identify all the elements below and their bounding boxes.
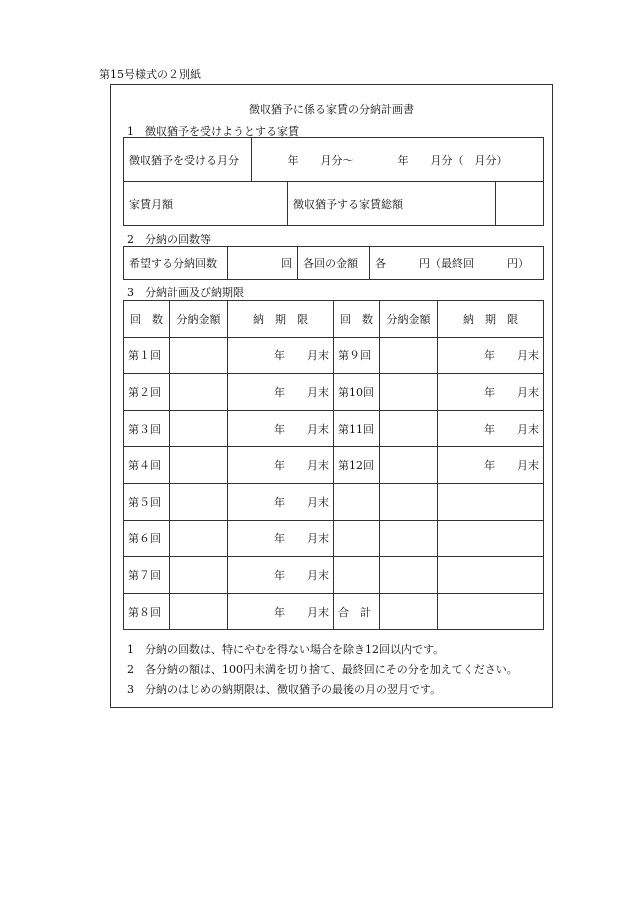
installment-number: 第４回 bbox=[124, 447, 170, 484]
rent-total-field[interactable] bbox=[496, 182, 544, 226]
amount-label: 各回の金額 bbox=[298, 247, 370, 280]
amount-field[interactable]: 各 円（最終回 円） bbox=[370, 247, 544, 280]
header-cell: 納 期 限 bbox=[228, 301, 334, 338]
table-row bbox=[124, 520, 544, 557]
total-label: 合 計 bbox=[334, 593, 380, 630]
deadline-cell[interactable]: 年 月末 bbox=[228, 374, 334, 411]
table-row bbox=[124, 447, 544, 484]
empty-cell bbox=[380, 520, 438, 557]
deadline-cell[interactable]: 年 月末 bbox=[438, 337, 544, 374]
empty-cell bbox=[334, 557, 380, 594]
table-row bbox=[124, 374, 544, 411]
deadline-cell[interactable]: 年 月末 bbox=[228, 337, 334, 374]
total-amount[interactable] bbox=[380, 593, 438, 630]
note-item: 2 各分納の額は、100円未満を切り捨て、最終回にその分を加えてください。 bbox=[127, 663, 518, 676]
installment-amount[interactable] bbox=[380, 374, 438, 411]
installment-number: 第10回 bbox=[334, 374, 380, 411]
empty-cell bbox=[334, 483, 380, 520]
schedule-header-row bbox=[124, 301, 544, 338]
installment-amount[interactable] bbox=[170, 447, 228, 484]
table-row bbox=[124, 557, 544, 594]
count-label: 希望する分納回数 bbox=[124, 247, 228, 280]
installment-number: 第７回 bbox=[124, 557, 170, 594]
note-item: 3 分納のはじめの納期限は、徴収猶予の最後の月の翌月です。 bbox=[127, 683, 442, 696]
installment-number: 第12回 bbox=[334, 447, 380, 484]
deadline-cell[interactable]: 年 月末 bbox=[228, 520, 334, 557]
installment-count-table bbox=[123, 246, 544, 280]
installment-amount[interactable] bbox=[380, 410, 438, 447]
deadline-cell[interactable]: 年 月末 bbox=[438, 410, 544, 447]
empty-cell bbox=[438, 483, 544, 520]
header-cell: 分納金額 bbox=[380, 301, 438, 338]
header-cell: 回 数 bbox=[334, 301, 380, 338]
installment-amount[interactable] bbox=[170, 593, 228, 630]
deadline-cell[interactable]: 年 月末 bbox=[228, 593, 334, 630]
months-value[interactable]: 年 月分〜 年 月分（ 月分） bbox=[252, 138, 544, 182]
rent-monthly-field[interactable] bbox=[252, 182, 288, 226]
installment-amount[interactable] bbox=[170, 337, 228, 374]
empty-cell bbox=[438, 520, 544, 557]
installment-number: 第11回 bbox=[334, 410, 380, 447]
installment-amount[interactable] bbox=[170, 374, 228, 411]
installment-amount[interactable] bbox=[170, 483, 228, 520]
installment-amount[interactable] bbox=[380, 337, 438, 374]
header-cell: 分納金額 bbox=[170, 301, 228, 338]
installment-number: 第１回 bbox=[124, 337, 170, 374]
form-frame bbox=[110, 84, 553, 708]
months-label: 徴収猶予を受ける月分 bbox=[124, 138, 252, 182]
installment-amount[interactable] bbox=[170, 557, 228, 594]
header-cell: 納 期 限 bbox=[438, 301, 544, 338]
empty-cell bbox=[438, 557, 544, 594]
deadline-cell[interactable]: 年 月末 bbox=[228, 447, 334, 484]
empty-cell bbox=[334, 520, 380, 557]
note-item: 1 分納の回数は、特にやむを得ない場合を除き12回以内です。 bbox=[127, 643, 445, 656]
section-1-heading: 1 徴収猶予を受けようとする家賃 bbox=[127, 125, 299, 138]
document-title: 徴収猶予に係る家賃の分納計画書 bbox=[249, 103, 414, 116]
table-row bbox=[124, 593, 544, 630]
installment-number: 第５回 bbox=[124, 483, 170, 520]
table-row bbox=[124, 410, 544, 447]
deadline-cell[interactable]: 年 月末 bbox=[228, 557, 334, 594]
deadline-cell[interactable]: 年 月末 bbox=[228, 483, 334, 520]
installment-amount[interactable] bbox=[170, 520, 228, 557]
rent-total-label: 徴収猶予する家賃総額 bbox=[288, 182, 496, 226]
count-field[interactable]: 回 bbox=[228, 247, 298, 280]
schedule-table bbox=[123, 300, 544, 630]
installment-number: 第２回 bbox=[124, 374, 170, 411]
deadline-cell[interactable]: 年 月末 bbox=[228, 410, 334, 447]
installment-amount[interactable] bbox=[170, 410, 228, 447]
installment-amount[interactable] bbox=[380, 447, 438, 484]
installment-number: 第６回 bbox=[124, 520, 170, 557]
section-3-heading: 3 分納計画及び納期限 bbox=[127, 286, 244, 299]
installment-number: 第９回 bbox=[334, 337, 380, 374]
deadline-cell[interactable]: 年 月末 bbox=[438, 374, 544, 411]
form-number-label: 第15号様式の２別紙 bbox=[99, 68, 201, 81]
table-row bbox=[124, 337, 544, 374]
rent-period-table bbox=[123, 137, 544, 226]
rent-monthly-label: 家賃月額 bbox=[124, 182, 252, 226]
notes bbox=[127, 640, 518, 700]
empty-cell bbox=[380, 483, 438, 520]
empty-cell bbox=[380, 557, 438, 594]
empty-cell bbox=[438, 593, 544, 630]
deadline-cell[interactable]: 年 月末 bbox=[438, 447, 544, 484]
installment-number: 第３回 bbox=[124, 410, 170, 447]
table-row bbox=[124, 483, 544, 520]
header-cell: 回 数 bbox=[124, 301, 170, 338]
installment-number: 第８回 bbox=[124, 593, 170, 630]
section-2-heading: 2 分納の回数等 bbox=[127, 233, 211, 246]
